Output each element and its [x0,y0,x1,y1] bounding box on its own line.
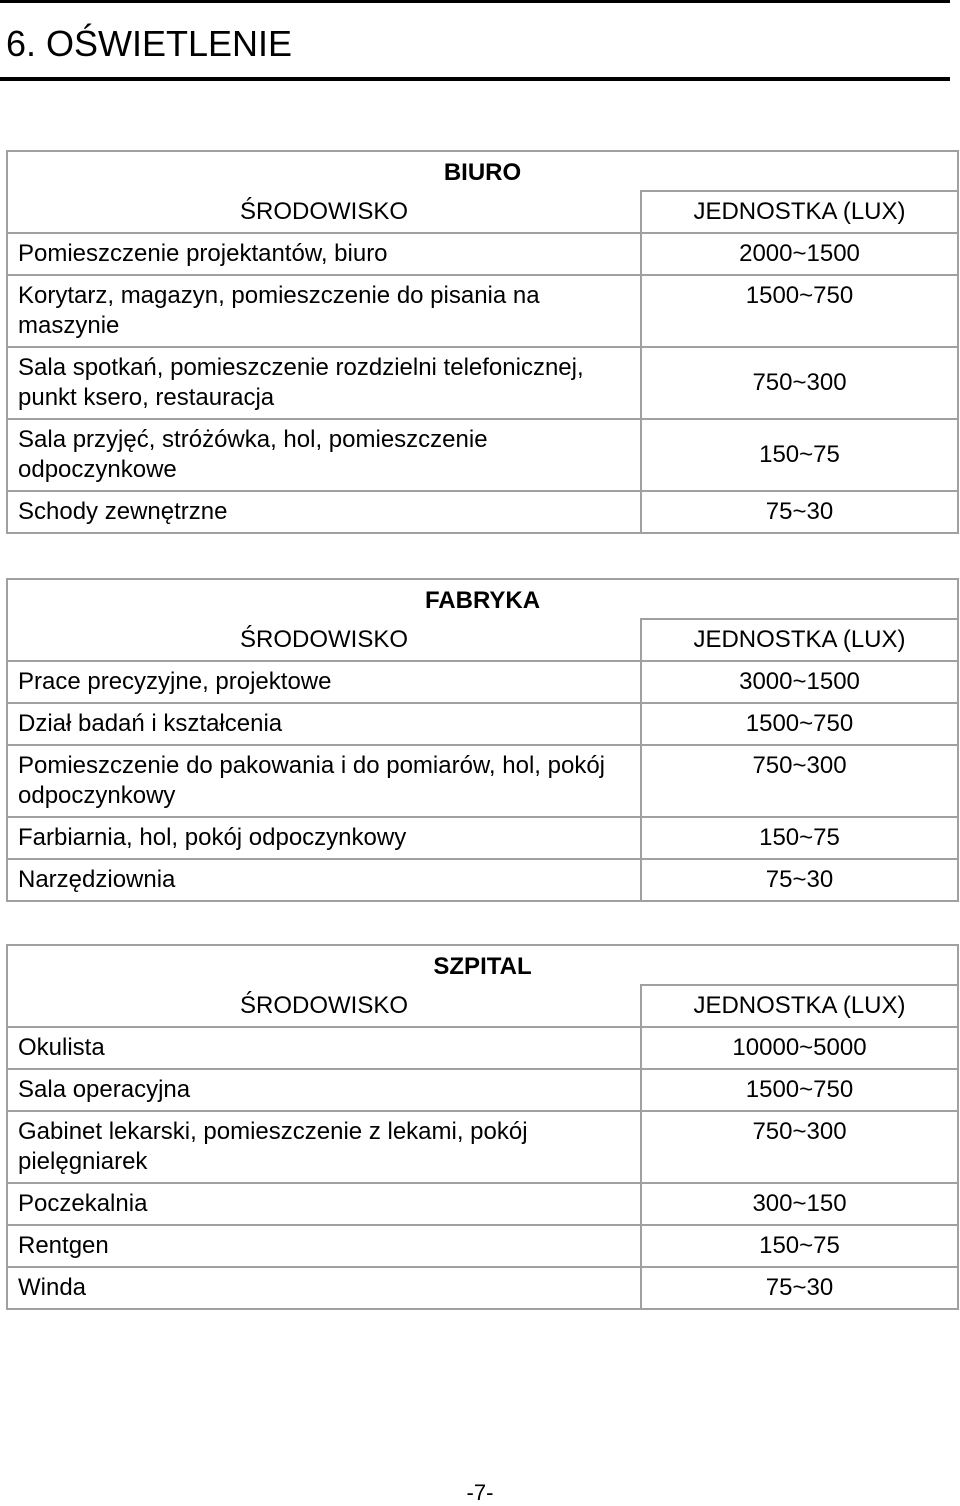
env-cell: Dział badań i kształcenia [7,703,641,745]
env-cell: Winda [7,1267,641,1309]
lux-cell: 1500~750 [641,1069,958,1111]
env-cell: Sala przyjęć, stróżówka, hol, pomieszczenie odpoczynkowe [7,419,641,491]
env-cell: Prace precyzyjne, projektowe [7,661,641,703]
table-row [7,1111,958,1183]
table-row [7,419,958,491]
table-row [7,491,958,533]
env-cell: Farbiarnia, hol, pokój odpoczynkowy [7,817,641,859]
section-title: FABRYKA [7,579,958,619]
column-header-unit: JEDNOSTKA (LUX) [641,619,958,661]
table-szpital [6,944,959,1310]
lux-cell: 1500~750 [641,703,958,745]
env-cell: Gabinet lekarski, pomieszczenie z lekami, pokój pielęgniarek [7,1111,641,1183]
top-rule [0,0,950,3]
lux-cell: 3000~1500 [641,661,958,703]
lux-cell: 75~30 [641,1267,958,1309]
env-cell: Poczekalnia [7,1183,641,1225]
table-row [7,233,958,275]
lux-cell: 75~30 [641,859,958,901]
table-row [7,1069,958,1111]
page-title: 6. OŚWIETLENIE [6,23,293,64]
table-row [7,661,958,703]
table-row [7,1027,958,1069]
table-biuro [6,150,959,534]
lux-cell: 750~300 [641,347,958,419]
section-title: BIURO [7,151,958,191]
table-row [7,1267,958,1309]
column-header-unit: JEDNOSTKA (LUX) [641,985,958,1027]
lux-cell: 1500~750 [641,275,958,347]
lux-cell: 10000~5000 [641,1027,958,1069]
env-cell: Rentgen [7,1225,641,1267]
env-cell: Pomieszczenie do pakowania i do pomiarów, hol, pokój odpoczynkowy [7,745,641,817]
table-row [7,703,958,745]
table-row [7,1225,958,1267]
lux-cell: 150~75 [641,1225,958,1267]
table-row [7,275,958,347]
table-row [7,745,958,817]
env-cell: Okulista [7,1027,641,1069]
lux-cell: 750~300 [641,1111,958,1183]
page-number: -7- [466,1480,494,1505]
lux-cell: 300~150 [641,1183,958,1225]
section-title: SZPITAL [7,945,958,985]
env-cell: Narzędziownia [7,859,641,901]
column-header-environment: ŚRODOWISKO [7,619,641,661]
column-header-environment: ŚRODOWISKO [7,191,641,233]
env-cell: Korytarz, magazyn, pomieszczenie do pisania na maszynie [7,275,641,347]
table-row [7,1183,958,1225]
column-header-unit: JEDNOSTKA (LUX) [641,191,958,233]
lux-cell: 2000~1500 [641,233,958,275]
table-fabryka [6,578,959,902]
env-cell: Sala operacyjna [7,1069,641,1111]
lux-cell: 150~75 [641,817,958,859]
lux-cell: 75~30 [641,491,958,533]
column-header-environment: ŚRODOWISKO [7,985,641,1027]
env-cell: Pomieszczenie projektantów, biuro [7,233,641,275]
lux-cell: 150~75 [641,419,958,491]
table-row [7,859,958,901]
lux-cell: 750~300 [641,745,958,817]
env-cell: Schody zewnętrzne [7,491,641,533]
heading-rule [0,77,950,81]
env-cell: Sala spotkań, pomieszczenie rozdzielni telefonicznej, punkt ksero, restauracja [7,347,641,419]
table-row [7,347,958,419]
table-row [7,817,958,859]
